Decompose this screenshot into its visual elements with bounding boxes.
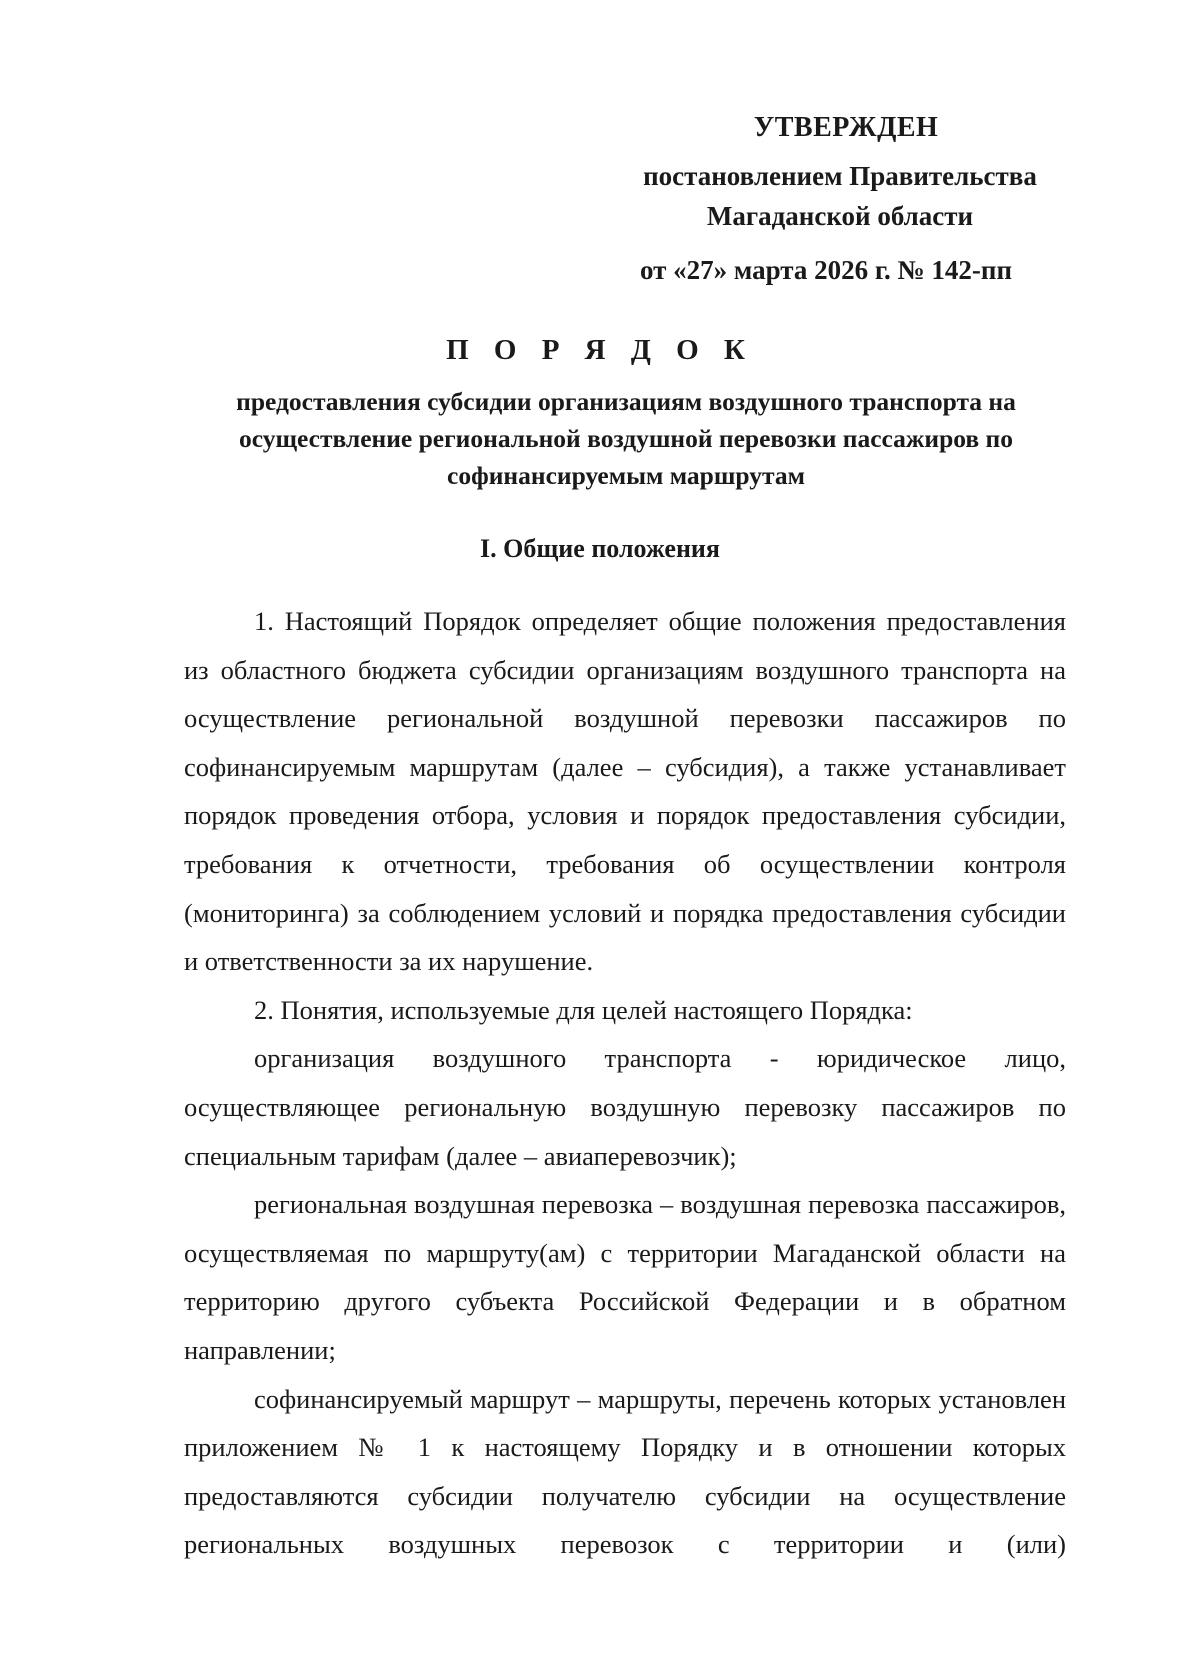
paragraph-4: региональная воздушная перевозка – воздушная перевозка пассажиров, осуществляемая по маршруту(ам) с территории Магаданской области на территорию другого субъекта Российской Федерации и в обратном направлении; (184, 1189, 1066, 1365)
document-subtitle: предоставления субсидии организациям воздушного транспорта на осуществление региональной воздушной перевозки пассажиров по софинансируемым маршрутам (236, 387, 1016, 490)
approval-date-line: от «27» марта 2026 г. № 142-пп (639, 255, 1013, 285)
section-heading: I. Общие положения (480, 534, 720, 563)
paragraph-1: 1. Настоящий Порядок определяет общие положения предоставления из областного бюджета субсидии организациям воздушного транспорта на осуществление региональной воздушной перевозки пассажиров по софинансируемым маршрутам (далее – субсидия), а также устанавливает порядок проведения отбора, условия и порядок предоставления субсидии, требования к отчетности, требования об осуществлении контроля (мониторинга) за соблюдением условий и порядка предоставления субсидии и ответственности за их нарушение. (184, 606, 1066, 977)
document-title: П О Р Я Д О К (446, 334, 754, 366)
paragraph-3: организация воздушного транспорта - юридическое лицо, осуществляющее региональную воздушную перевозку пассажиров по специальным тарифам (далее – авиаперевозчик); (184, 1043, 1066, 1171)
approval-resolution-line: постановлением Правительства (643, 161, 1037, 191)
paragraph-5: софинансируемый маршрут – маршруты, перечень которых установлен приложением № 1 к настоящему Порядку и в отношении которых предоставляются субсидии получателю субсидии на осуществление региональных воздушных перевозок с территории и (или) (184, 1383, 1066, 1560)
approval-block (620, 108, 1060, 290)
approval-title: УТВЕРЖДЕН (753, 112, 939, 143)
approval-region-line: Магаданской области (706, 201, 974, 231)
paragraph-2: 2. Понятия, используемые для целей настоящего Порядка: (254, 994, 913, 1025)
document-body (184, 597, 1066, 1569)
